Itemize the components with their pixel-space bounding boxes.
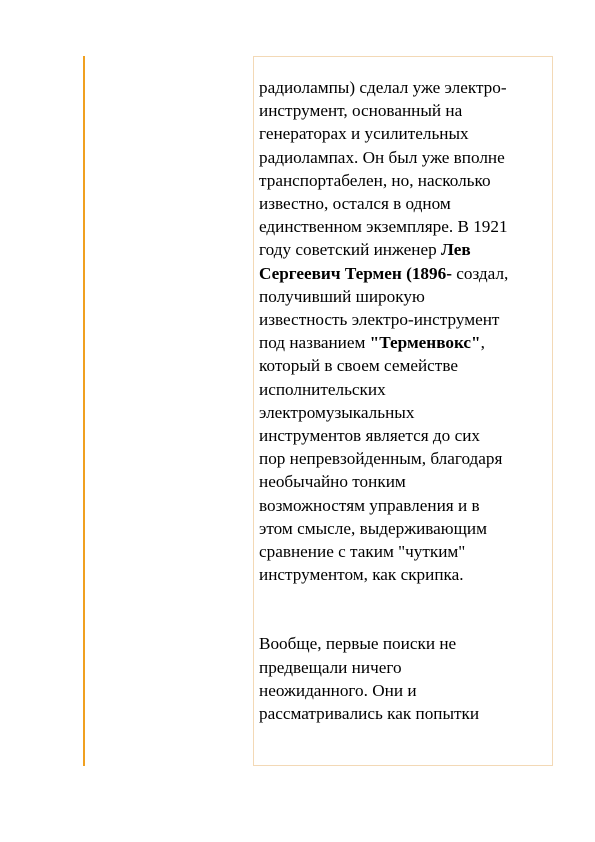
text-segment: создал, — [451, 263, 509, 283]
text-line: инструмент, основанный на — [259, 101, 463, 121]
text-line — [259, 331, 552, 354]
text-line: радиолампах. Он был уже вполне — [259, 147, 505, 167]
bold-name-rest: Сергеевич Термен (1896- — [259, 263, 452, 283]
text-segment: под названием — [259, 333, 370, 353]
text-line: инструментов является до сих — [259, 426, 480, 446]
text-line: получивший широкую — [259, 286, 425, 306]
text-line: известно, остался в одном — [259, 194, 451, 214]
bold-name-first: Лев — [441, 240, 471, 260]
text-line — [259, 238, 552, 261]
text-line: необычайно тонким — [259, 472, 406, 492]
text-line: транспортабелен, но, насколько — [259, 170, 491, 190]
text-frame — [253, 56, 553, 766]
text-line — [259, 262, 552, 285]
text-line: электромузыкальных — [259, 402, 415, 422]
paragraph-1 — [259, 76, 552, 586]
text-line: предвещали ничего — [259, 657, 402, 677]
text-line: радиолампы) сделал уже электро- — [259, 78, 507, 97]
text-line: рассматривались как попытки — [259, 704, 480, 724]
text-line: инструментом, как скрипка. — [259, 565, 464, 585]
paragraph-2 — [259, 632, 552, 725]
text-line: возможностям управления и в — [259, 495, 480, 515]
text-line: исполнительских — [259, 379, 386, 399]
bold-instrument-name: "Терменвокс" — [369, 333, 481, 353]
text-segment: , — [480, 333, 485, 353]
text-line: пор непревзойденным, благодаря — [259, 449, 503, 469]
left-margin-rule — [83, 56, 85, 766]
text-line: который в своем семействе — [259, 356, 458, 376]
text-line: неожиданного. Они и — [259, 680, 417, 700]
text-segment: году советский инженер — [259, 240, 442, 260]
paragraph-gap — [259, 586, 552, 632]
text-line: Вообще, первые поиски не — [259, 634, 457, 654]
text-line: единственном экземпляре. В 1921 — [259, 217, 508, 237]
text-line: генераторах и усилительных — [259, 124, 469, 144]
text-line: этом смысле, выдерживающим — [259, 518, 487, 538]
text-line: сравнение с таким "чутким" — [259, 542, 466, 562]
text-line: известность электро-инструмент — [259, 310, 500, 330]
